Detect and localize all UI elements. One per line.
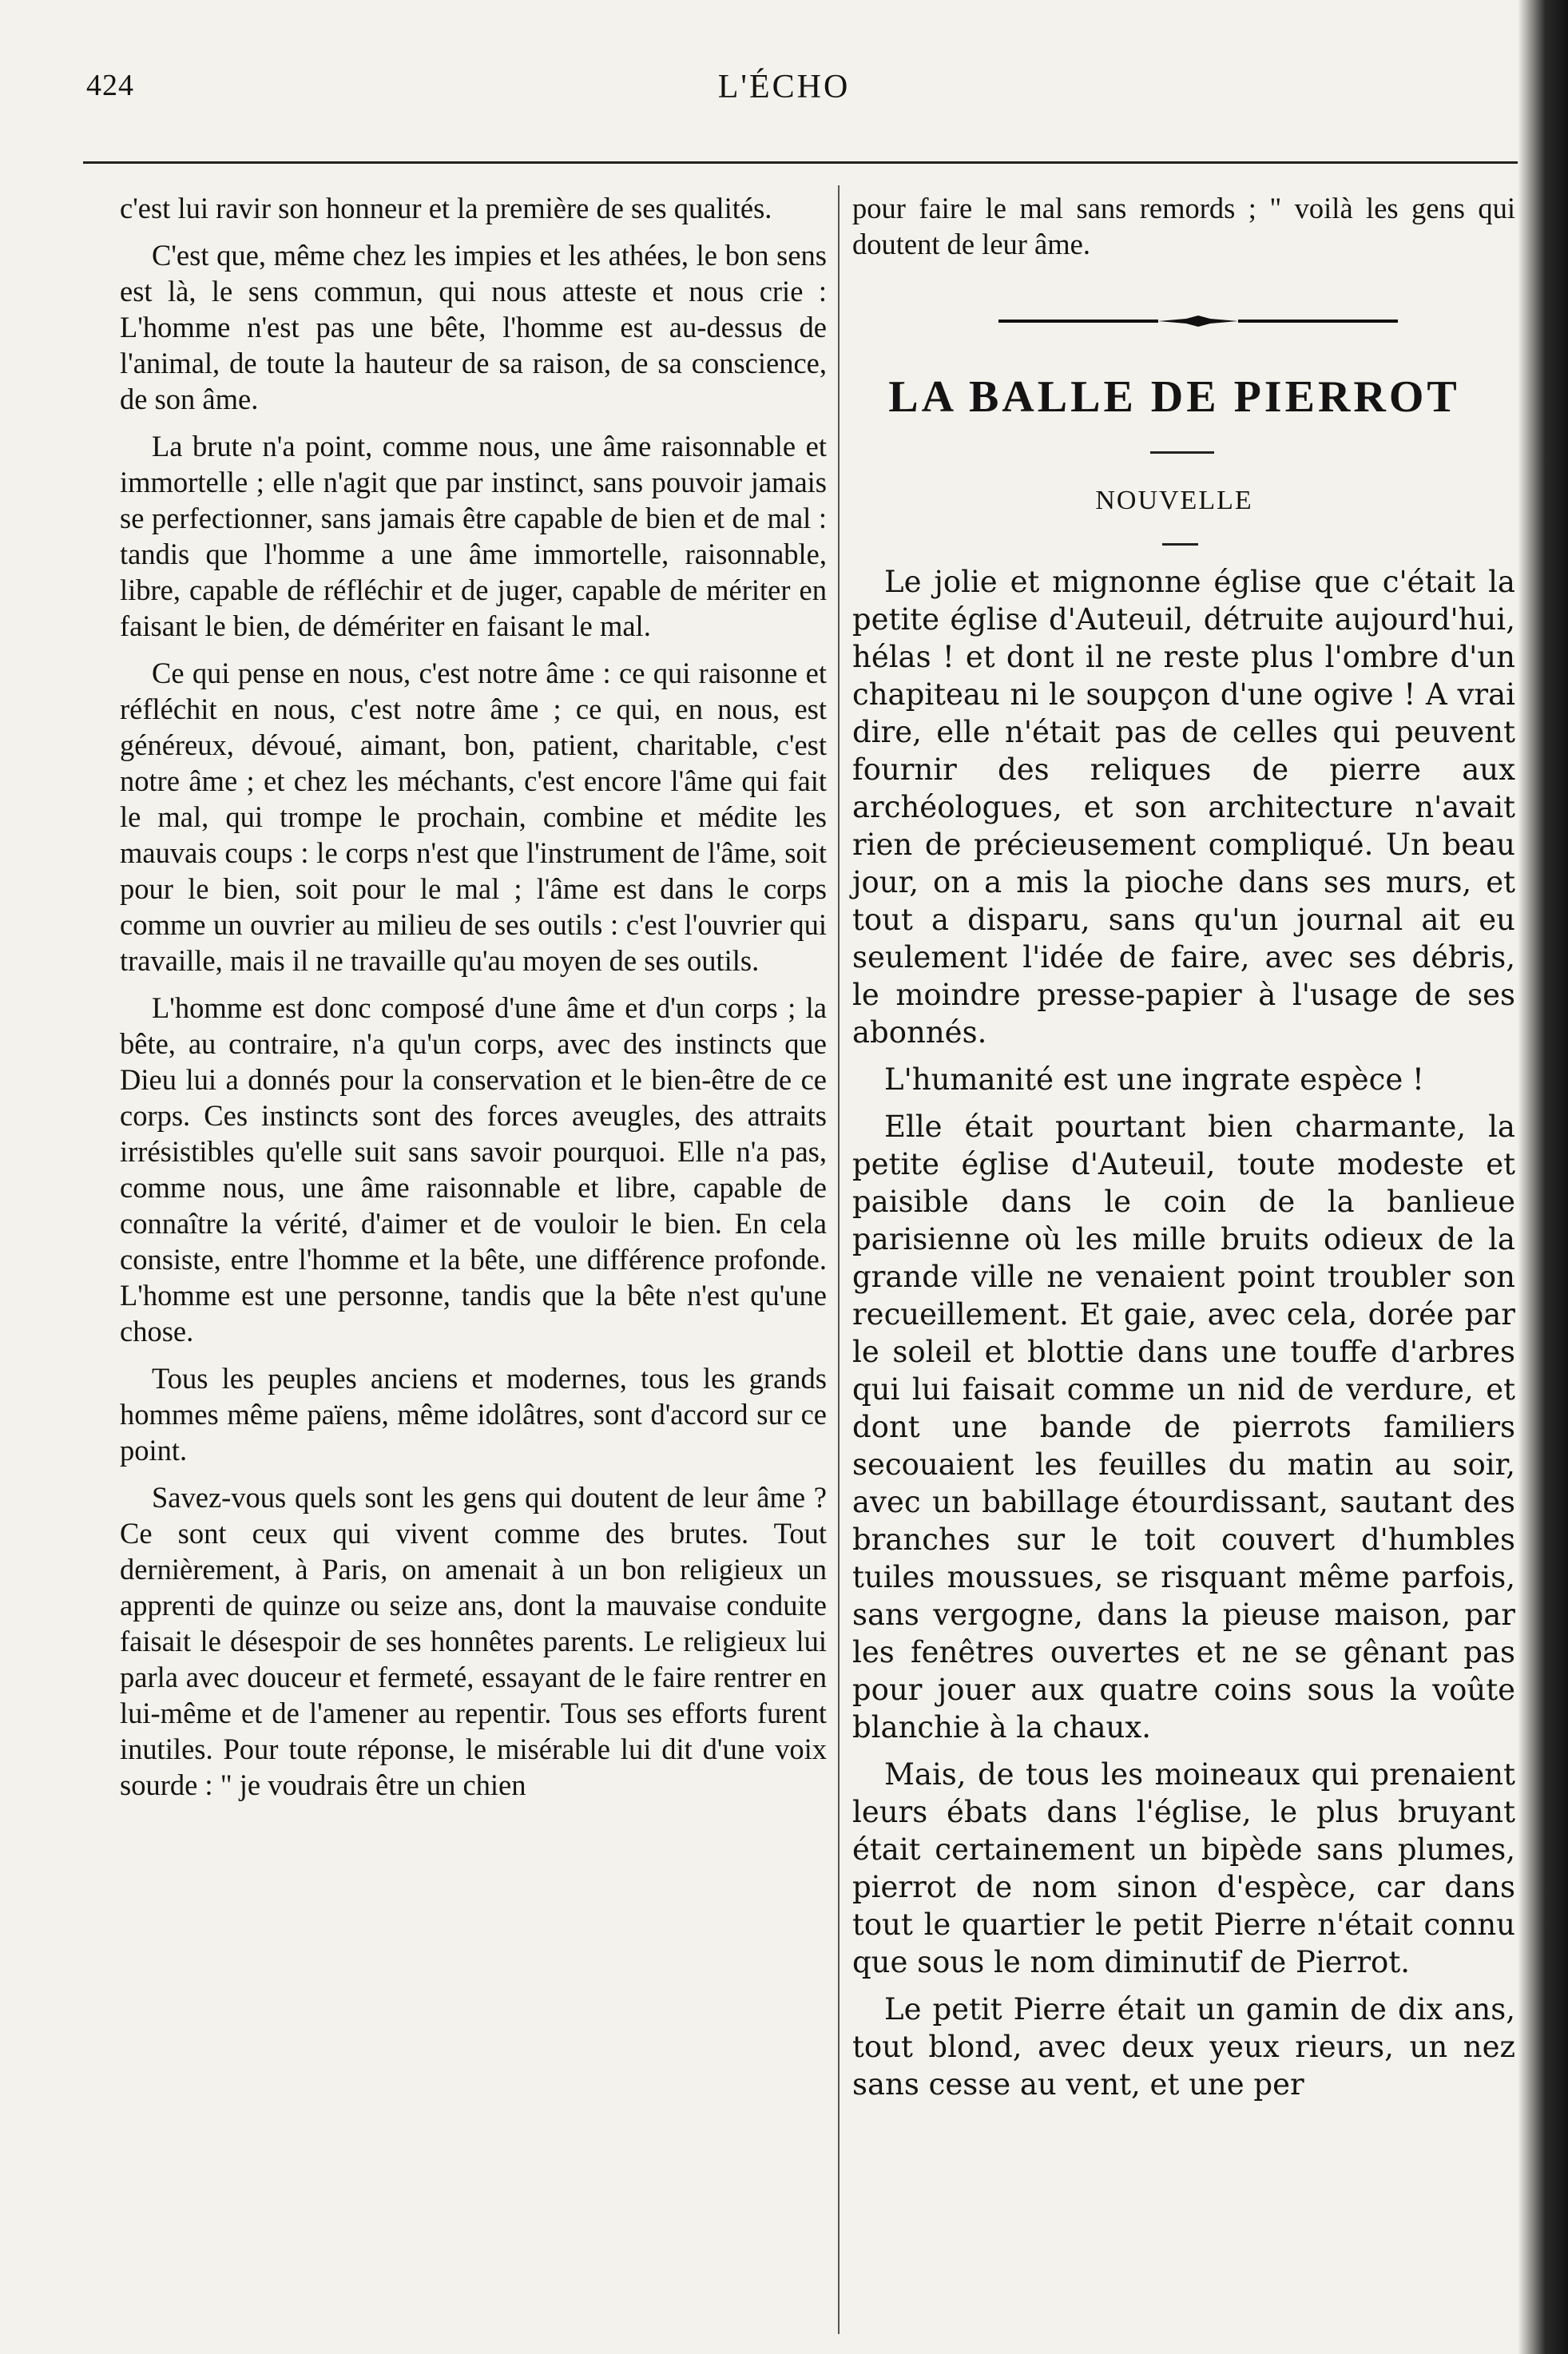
paragraph: La brute n'a point, comme nous, une âme raisonnable et immortelle ; elle n'agit que par instinct, sans pouvoir jamais se perfectionner, sans jamais être capable de bien et de mal : tandis que l'homme a une âme immortelle, raisonnable, libre, capable de réfléchir et de juger, capable de mériter en faisant le bien, de démériter en faisant le mal. xyxy=(120,430,827,642)
ornament-line-left xyxy=(998,320,1158,323)
story-title: LA BALLE DE PIERROT xyxy=(888,372,1460,422)
paragraph: Savez-vous quels sont les gens qui doutent de leur âme ? Ce sont ceux qui vivent comme des brutes. Tout dernièrement, à Paris, on amenait à un bon religieux un apprenti de quinze ou seize ans, dont la mauvaise conduite faisait le désespoir de ses honnêtes parents. Le religieux lui parla avec douceur et fermeté, essayant de le faire rentrer en lui-même et de l'amener au repentir. Tous ses efforts furent inutiles. Pour toute réponse, le misérable lui dit d'une voix sourde : " je voudrais être un chien xyxy=(120,1481,827,1801)
column-divider xyxy=(838,185,840,2334)
page-header xyxy=(0,68,1568,124)
paragraph: Tous les peuples anciens et modernes, tous les grands hommes même païens, même idolâtres, sont d'accord sur ce point. xyxy=(120,1362,827,1467)
paragraph: L'humanité est une ingrate espèce ! xyxy=(884,1062,1424,1097)
paragraph: Mais, de tous les moineaux qui prenaient leurs ébats dans l'église, le plus bruyant était certainement un bipède sans plumes, pierrot de nom sinon d'espèce, car dans tout le quartier le petit Pierre n'était connu que sous le nom diminutif de Pierrot. xyxy=(852,1757,1515,1979)
paragraph: c'est lui ravir son honneur et la première de ses qualités. xyxy=(120,192,772,224)
paragraph: C'est que, même chez les impies et les athées, le bon sens est là, le sens commun, qui nous atteste et nous crie : L'homme n'est pas une bête, l'homme est au-dessus de l'animal, de toute la hauteur de sa raison, de sa conscience, de son âme. xyxy=(120,239,827,415)
paragraph: Le jolie et mignonne église que c'était la petite église d'Auteuil, détruite aujourd'hui, hélas ! et dont il ne reste plus l'ombre d'un chapiteau ni le soupçon d'une ogive ! A vrai dire, elle n'était pas de celles qui peuvent fournir des reliques de pierre aux archéologues, et son architecture n'avait rien de précieusement compliqué. Un beau jour, on a mis la pioche dans ses murs, et tout a disparu, sans qu'un journal ait eu seulement l'idée de faire, avec ses débris, le moindre presse-papier à l'usage de ses abonnés. xyxy=(852,565,1515,1050)
left-column xyxy=(120,190,827,1814)
running-title: L'ÉCHO xyxy=(717,69,851,105)
ornament-divider xyxy=(998,316,1398,327)
paragraph: Elle était pourtant bien charmante, la petite église d'Auteuil, toute modeste et paisible dans le coin de la banlieue parisienne où les mille bruits odieux de la grande ville ne venaient point troubler son recueillement. Et gaie, avec cela, dorée par le soleil et blottie dans une touffe d'arbres qui lui faisait comme un nid de verdure, et dont une bande de pierrots familiers secouaient les feuilles du matin au soir, avec un babillage étourdissant, sautant des branches sur le toit couvert d'humbles tuiles moussues, se risquant même parfois, sans vergogne, dans la pieuse maison, par les fenêtres ouvertes et ne se gênant pas pour jouer aux quatre coins sous la voûte blanchie à la chaux. xyxy=(852,1110,1515,1745)
header-rule xyxy=(83,161,1537,164)
right-column-continuation xyxy=(852,190,1515,273)
paragraph: Ce qui pense en nous, c'est notre âme : ce qui raisonne et réfléchit en nous, c'est notre âme ; ce qui, en nous, est généreux, dévoué, aimant, bon, patient, charitable, c'est notre âme ; et chez les méchants, c'est encore l'âme qui fait le mal, qui trompe le prochain, combine et médite les mauvais coups : le corps n'est que l'instrument de l'âme, soit pour le bien, soit pour le mal ; l'âme est dans le corps comme un ouvrier au milieu de ses outils : c'est l'ouvrier qui travaille, mais il ne travaille qu'au moyen de ses outils. xyxy=(120,657,827,977)
paragraph: Le petit Pierre était un gamin de dix ans, tout blond, avec deux yeux rieurs, un nez sans cesse au vent, et une per xyxy=(852,1992,1515,2102)
title-rule xyxy=(1150,451,1214,454)
page-number: 424 xyxy=(86,69,134,102)
ornament-line-right xyxy=(1238,320,1398,323)
story-subtitle: NOUVELLE xyxy=(1095,486,1253,515)
paragraph: pour faire le mal sans remords ; " voilà les gens qui doutent de leur âme. xyxy=(852,192,1515,260)
page-edge-shadow xyxy=(1518,0,1568,2354)
paragraph: L'homme est donc composé d'une âme et d'un corps ; la bête, au contraire, n'a qu'un corps, avec des instincts que Dieu lui a donnés pour la conservation et le bien-être de ce corps. Ces instincts sont des forces aveugles, des attraits irrésistibles qu'elle suit sans savoir pourquoi. Elle n'a pas, comme nous, une âme raisonnable et libre, capable de connaître la vérité, d'aimer et de vouloir le bien. En cela consiste, entre l'homme et la bête, une différence profonde. L'homme est une personne, tandis que la bête n'est qu'une chose. xyxy=(120,991,827,1348)
subtitle-rule xyxy=(1162,543,1198,546)
story-body xyxy=(852,563,1515,2113)
ornament-center-icon xyxy=(1158,316,1238,327)
